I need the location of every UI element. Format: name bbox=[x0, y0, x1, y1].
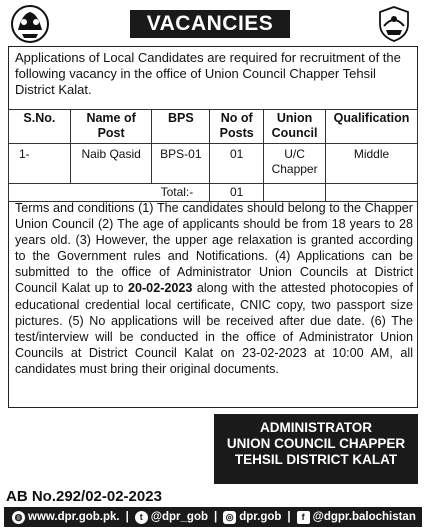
col-header-bps: BPS bbox=[152, 110, 210, 144]
facebook-label: @dgpr.balochistan bbox=[312, 511, 416, 523]
instagram-icon: ◎ bbox=[223, 511, 236, 524]
cell-sno: 1- bbox=[9, 144, 71, 184]
separator: | bbox=[125, 511, 129, 523]
vacancy-table bbox=[8, 109, 418, 202]
col-header-union-council: Union Council bbox=[264, 110, 326, 144]
col-header-qualification: Qualification bbox=[326, 110, 418, 144]
total-label: Total:- bbox=[9, 184, 210, 202]
website-link[interactable] bbox=[12, 511, 120, 524]
table-header-row bbox=[9, 110, 418, 144]
table-row bbox=[9, 144, 418, 184]
separator: | bbox=[287, 511, 291, 523]
balochistan-emblem-left bbox=[10, 4, 50, 44]
instagram-link[interactable] bbox=[223, 511, 281, 524]
separator: | bbox=[214, 511, 218, 523]
col-header-name: Name of Post bbox=[70, 110, 152, 144]
twitter-label: @dpr_gob bbox=[150, 511, 209, 523]
terms-text-part2: along with the attested photocopies of educational credential local certificate, CNIC copy, two passport size pictures. (5) No applications will be received after due date. (6) The test/interview will be conducted in the office of Administrator Union Councils at District Council Kalat on 23-02-2023 at 10:00 AM, all candidates must bring their original documents. bbox=[15, 281, 413, 376]
cell-posts: 01 bbox=[210, 144, 264, 184]
administrator-block bbox=[214, 414, 418, 484]
cell-qualification: Middle bbox=[326, 144, 418, 184]
admin-title: ADMINISTRATOR bbox=[260, 420, 372, 435]
total-empty-cell bbox=[264, 184, 326, 202]
table-total-row bbox=[9, 184, 418, 202]
cell-post-name: Naib Qasid bbox=[70, 144, 152, 184]
website-label: www.dpr.gob.pk. bbox=[28, 511, 120, 523]
facebook-link[interactable] bbox=[297, 511, 416, 524]
intro-paragraph: Applications of Local Candidates are required for recruitment of the following vacancy in the office of Union Council Chapper Tehsil District Kalat. bbox=[15, 50, 401, 97]
social-media-bar bbox=[4, 507, 422, 527]
balochistan-emblem-right bbox=[374, 4, 414, 44]
vacancy-content-box bbox=[8, 46, 418, 408]
admin-district: TEHSIL DISTRICT KALAT bbox=[234, 452, 398, 467]
deadline-date: 20-02-2023 bbox=[127, 281, 193, 296]
terms-text-part1: Terms and conditions (1) The candidates should belong to the Chapper Union Council (2) The age of applicants should be from 18 years to 28 years old. (3) However, the upper age relaxation is granted according to the Government rules and Notifications. (4) Applications can be submitted to the office of Administrator Union Councils at District Council Kalat up to bbox=[15, 201, 413, 296]
admin-office: UNION COUNCIL CHAPPER bbox=[226, 436, 406, 451]
terms-and-conditions bbox=[15, 200, 413, 377]
facebook-icon: f bbox=[297, 511, 310, 524]
twitter-link[interactable] bbox=[135, 511, 208, 524]
instagram-label: dpr.gob bbox=[239, 511, 282, 523]
total-empty-cell bbox=[326, 184, 418, 202]
col-header-posts: No of Posts bbox=[210, 110, 264, 144]
ab-number: AB No.292/02-02-2023 bbox=[6, 488, 162, 505]
total-value: 01 bbox=[210, 184, 264, 202]
advertisement-page bbox=[4, 2, 422, 529]
cell-union-council: U/C Chapper bbox=[264, 144, 326, 184]
col-header-sno: S.No. bbox=[9, 110, 71, 144]
page-title: VACANCIES bbox=[130, 10, 290, 38]
globe-icon: ◍ bbox=[12, 511, 25, 524]
cell-bps: BPS-01 bbox=[152, 144, 210, 184]
twitter-icon: t bbox=[135, 511, 148, 524]
